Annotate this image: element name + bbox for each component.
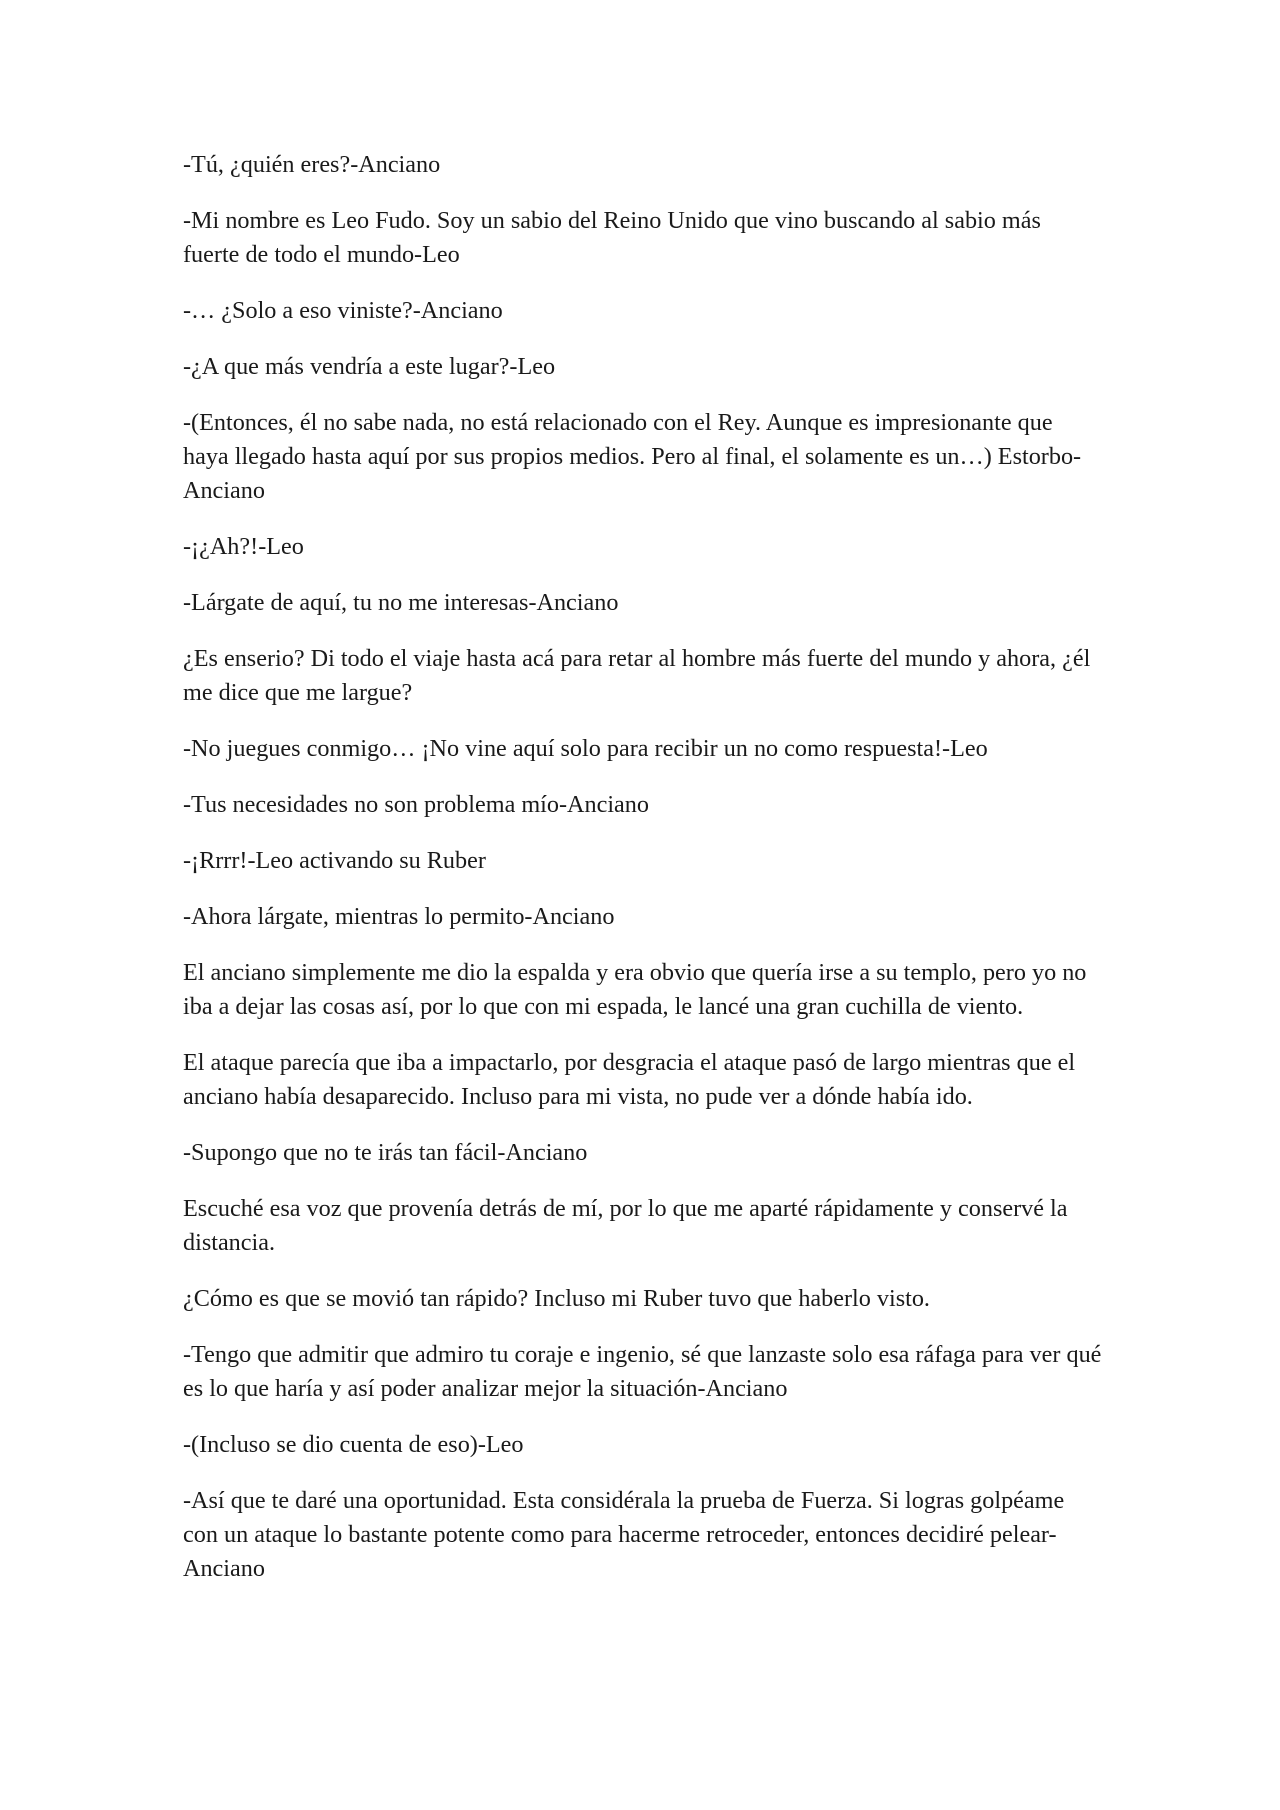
- paragraph: ¿Es enserio? Di todo el viaje hasta acá para retar al hombre más fuerte del mundo y ahora, ¿él me dice que me largue?: [183, 645, 1091, 706]
- paragraph: -Tus necesidades no son problema mío-Anciano: [183, 791, 649, 818]
- paragraph: -Mi nombre es Leo Fudo. Soy un sabio del Reino Unido que vino buscando al sabio más fuerte de todo el mundo-Leo: [183, 207, 1041, 268]
- paragraph: ¿Cómo es que se movió tan rápido? Incluso mi Ruber tuvo que haberlo visto.: [183, 1285, 930, 1312]
- paragraph: -(Incluso se dio cuenta de eso)-Leo: [183, 1431, 524, 1458]
- paragraph: El anciano simplemente me dio la espalda y era obvio que quería irse a su templo, pero yo no iba a dejar las cosas así, por lo que con mi espada, le lancé una gran cuchilla de viento.: [183, 959, 1087, 1020]
- paragraph: -… ¿Solo a eso viniste?-Anciano: [183, 297, 503, 324]
- paragraph: Escuché esa voz que provenía detrás de mí, por lo que me aparté rápidamente y conservé la distancia.: [183, 1195, 1068, 1256]
- paragraph: -(Entonces, él no sabe nada, no está relacionado con el Rey. Aunque es impresionante que haya llegado hasta aquí por sus propios medios. Pero al final, el solamente es un…) Estorbo-Anciano: [183, 409, 1082, 504]
- document-body: [183, 148, 1103, 1608]
- paragraph: -Ahora lárgate, mientras lo permito-Anciano: [183, 903, 615, 930]
- paragraph: -¡¿Ah?!-Leo: [183, 533, 304, 560]
- paragraph: -Así que te daré una oportunidad. Esta considérala la prueba de Fuerza. Si logras golpéame con un ataque lo bastante potente como para hacerme retroceder, entonces decidiré pelear-Anciano: [183, 1487, 1065, 1582]
- paragraph: -Tengo que admitir que admiro tu coraje e ingenio, sé que lanzaste solo esa ráfaga para ver qué es lo que haría y así poder analizar mejor la situación-Anciano: [183, 1341, 1102, 1402]
- paragraph: -No juegues conmigo… ¡No vine aquí solo para recibir un no como respuesta!-Leo: [183, 735, 988, 762]
- paragraph: -¡Rrrr!-Leo activando su Ruber: [183, 847, 486, 874]
- paragraph: -Tú, ¿quién eres?-Anciano: [183, 151, 441, 178]
- paragraph: -Lárgate de aquí, tu no me interesas-Anciano: [183, 589, 619, 616]
- paragraph: -¿A que más vendría a este lugar?-Leo: [183, 353, 556, 380]
- paragraph: -Supongo que no te irás tan fácil-Anciano: [183, 1139, 588, 1166]
- paragraph: El ataque parecía que iba a impactarlo, por desgracia el ataque pasó de largo mientras que el anciano había desaparecido. Incluso para mi vista, no pude ver a dónde había ido.: [183, 1049, 1076, 1110]
